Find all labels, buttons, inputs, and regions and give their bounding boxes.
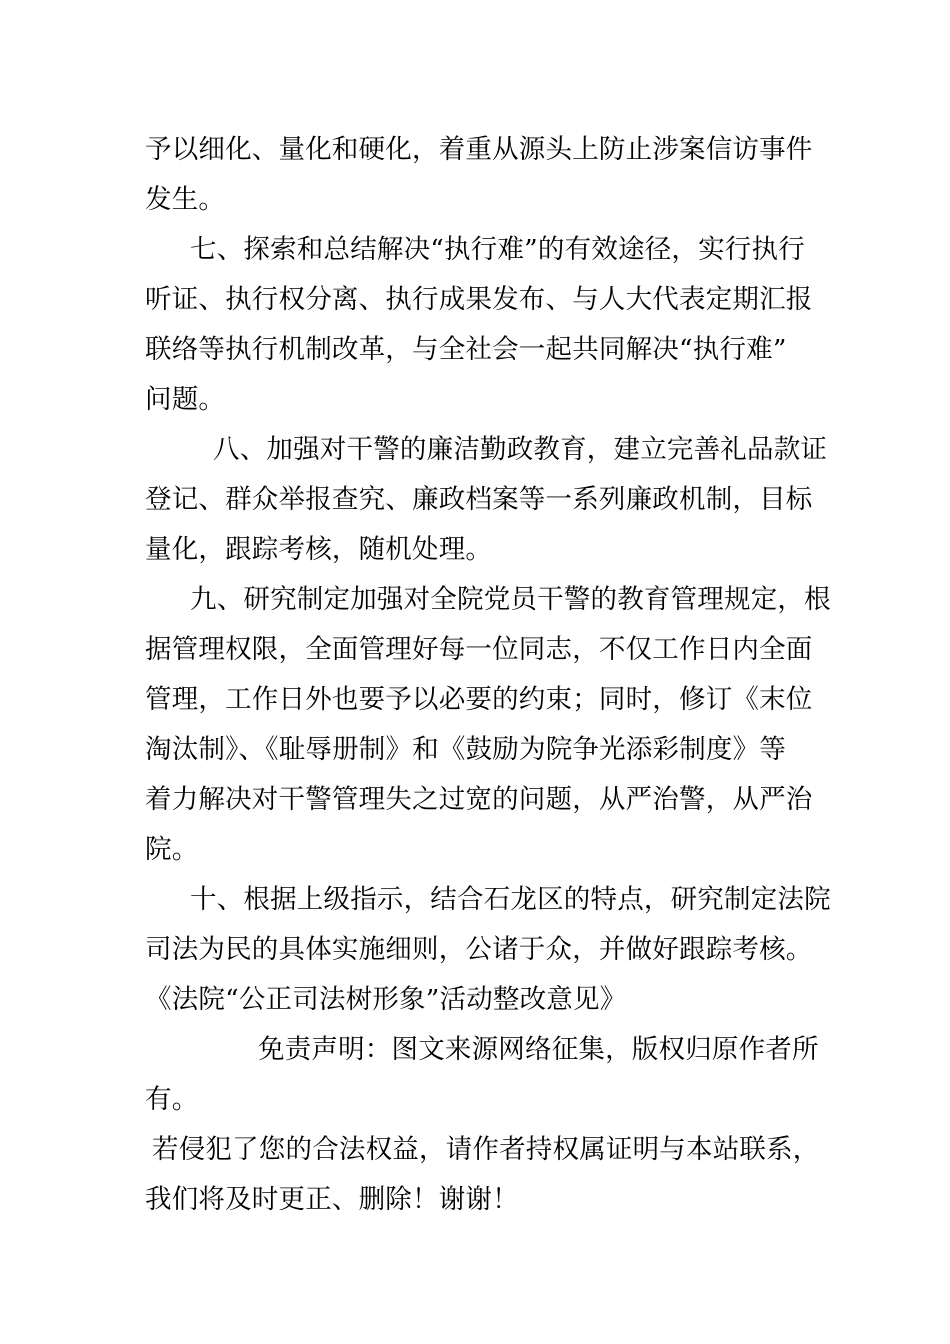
text-line-15: 院。 — [145, 834, 199, 865]
paragraph-8-start: 八、加强对干警的廉洁勤政教育，建立完善礼品款证 — [213, 434, 828, 465]
disclaimer-line-4: 我们将及时更正、删除！谢谢！ — [145, 1184, 519, 1215]
text-line-12: 管理，工作日外也要予以必要的约束；同时，修订《末位 — [145, 684, 813, 715]
disclaimer-start: 免责声明：图文来源网络征集，版权归原作者所 — [258, 1034, 819, 1065]
text-line-4: 听证、执行权分离、执行成果发布、与人大代表定期汇报 — [145, 284, 813, 315]
text-line-2: 发生。 — [145, 184, 226, 215]
text-line-14: 着力解决对干警管理失之过宽的问题，从严治警，从严治 — [145, 784, 813, 815]
document-title-reference: 《法院“公正司法树形象”活动整改意见》 — [145, 984, 627, 1015]
paragraph-7-start: 七、探索和总结解决“执行难”的有效途径，实行执行 — [190, 234, 805, 265]
text-line-9: 量化，跟踪考核，随机处理。 — [145, 534, 493, 565]
paragraph-10-start: 十、根据上级指示，结合石龙区的特点，研究制定法院 — [190, 884, 831, 915]
text-line-1: 予以细化、量化和硬化，着重从源头上防止涉案信访事件 — [145, 134, 813, 165]
disclaimer-line-3: 若侵犯了您的合法权益，请作者持权属证明与本站联系， — [152, 1134, 820, 1165]
paragraph-9-start: 九、研究制定加强对全院党员干警的教育管理规定，根 — [190, 584, 831, 615]
disclaimer-line-2: 有。 — [145, 1084, 199, 1115]
text-line-13: 淘汰制》、《耻辱册制》和《鼓励为院争光添彩制度》等 — [145, 734, 786, 765]
text-line-6: 问题。 — [145, 384, 226, 415]
text-line-17: 司法为民的具体实施细则，公诸于众，并做好跟踪考核。 — [145, 934, 813, 965]
text-line-11: 据管理权限，全面管理好每一位同志，不仅工作日内全面 — [145, 634, 813, 665]
text-line-5: 联络等执行机制改革，与全社会一起共同解决“执行难” — [145, 334, 787, 365]
text-line-8: 登记、群众举报查究、廉政档案等一系列廉政机制，目标 — [145, 484, 813, 515]
